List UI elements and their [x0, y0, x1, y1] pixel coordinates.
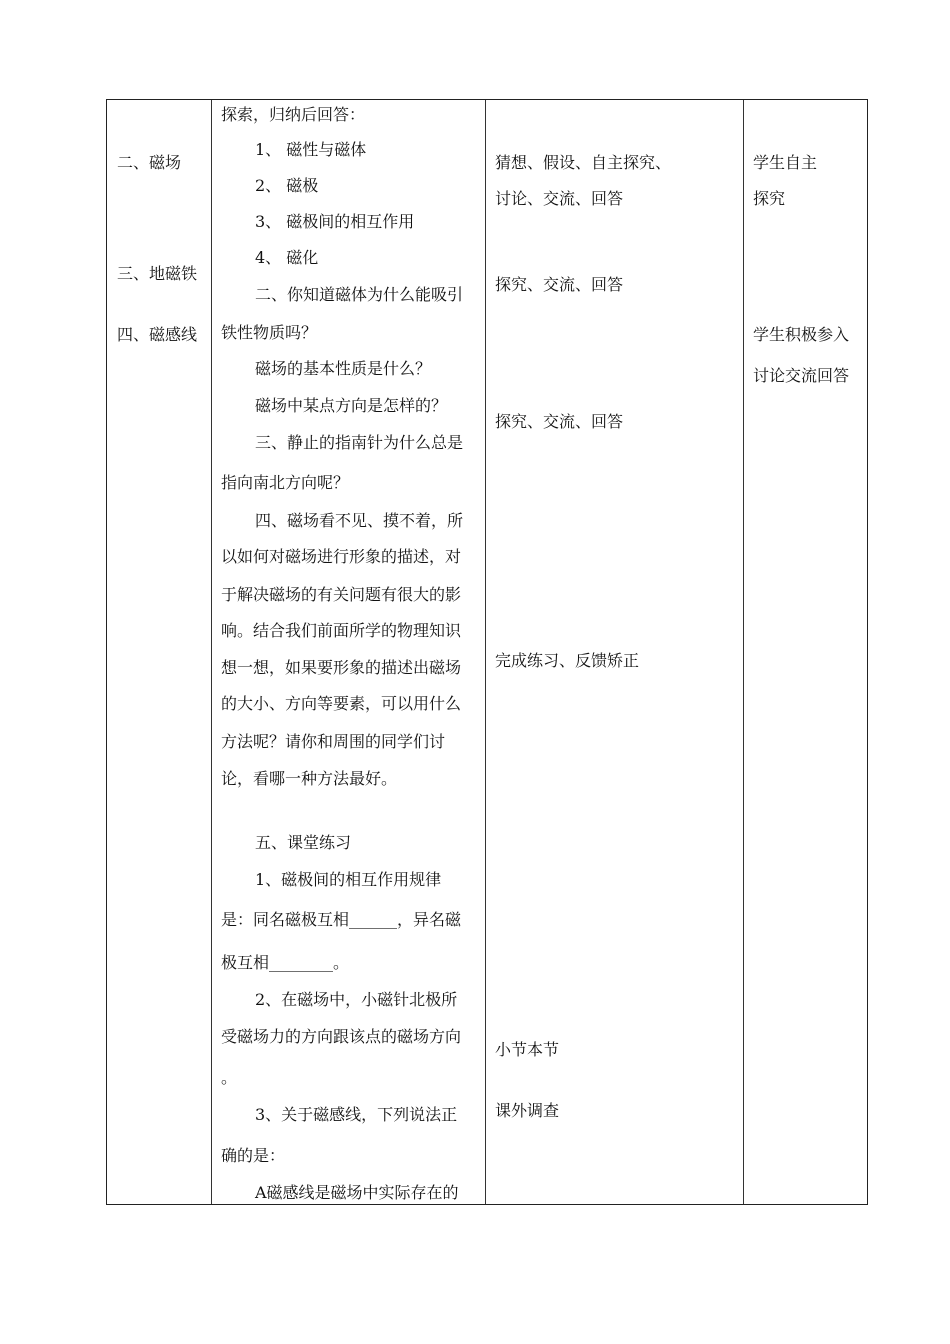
column-divider	[485, 100, 486, 1204]
content-line: 是：同名磁极互相______，异名磁	[221, 910, 462, 929]
intent-line: 探究	[753, 189, 786, 208]
content-line: 方法呢？请你和周围的同学们讨	[221, 732, 446, 751]
content-line: 确的是：	[221, 1146, 286, 1165]
content-line: 探索，归纳后回答：	[221, 105, 366, 124]
content-line: 3、 磁极间的相互作用	[255, 212, 415, 231]
content-line: 2、在磁场中，小磁针北极所	[255, 990, 458, 1009]
content-line: 1、磁极间的相互作用规律	[255, 870, 442, 889]
content-line: 三、静止的指南针为什么总是	[255, 433, 464, 452]
content-line: 受磁场力的方向跟该点的磁场方向	[221, 1027, 462, 1046]
content-line: 响。结合我们前面所学的物理知识	[221, 621, 462, 640]
content-line: 的大小、方向等要素，可以用什么	[221, 694, 462, 713]
activity-line: 探究、交流、回答	[495, 275, 624, 294]
section-heading: 二、磁场	[117, 153, 182, 172]
content-line: 铁性物质吗？	[221, 323, 318, 342]
content-line: 3、关于磁感线，下列说法正	[255, 1105, 458, 1124]
content-line: 五、课堂练习	[255, 833, 352, 852]
content-line: 以如何对磁场进行形象的描述，对	[221, 547, 462, 566]
activity-line: 猜想、假设、自主探究、	[495, 153, 672, 172]
content-line: 极互相________。	[221, 953, 350, 972]
intent-line: 学生自主	[753, 153, 818, 172]
content-line: A磁感线是磁场中实际存在的	[255, 1183, 459, 1202]
content-line: 二、你知道磁体为什么能吸引	[255, 285, 464, 304]
activity-line: 完成练习、反馈矫正	[495, 651, 640, 670]
content-line: 2、 磁极	[255, 176, 319, 195]
content-line: 论，看哪一种方法最好。	[221, 769, 398, 788]
content-line: 四、磁场看不见、摸不着，所	[255, 511, 464, 530]
content-line: 磁场的基本性质是什么？	[255, 359, 432, 378]
column-divider	[743, 100, 744, 1204]
lesson-plan-table	[106, 99, 868, 1205]
content-line: 磁场中某点方向是怎样的？	[255, 396, 448, 415]
section-heading: 三、地磁铁	[117, 264, 198, 283]
section-heading: 四、磁感线	[117, 325, 198, 344]
content-line: 1、 磁性与磁体	[255, 140, 367, 159]
intent-line: 讨论交流回答	[753, 366, 850, 385]
content-line: 。	[221, 1068, 238, 1087]
content-line: 4、 磁化	[255, 248, 319, 267]
intent-line: 学生积极参入	[753, 325, 850, 344]
activity-line: 小节本节	[495, 1040, 560, 1059]
content-line: 于解决磁场的有关问题有很大的影	[221, 585, 462, 604]
content-line: 指向南北方向呢？	[221, 473, 350, 492]
column-divider	[211, 100, 212, 1204]
activity-line: 课外调查	[495, 1101, 560, 1120]
content-line: 想一想，如果要形象的描述出磁场	[221, 658, 462, 677]
activity-line: 讨论、交流、回答	[495, 189, 624, 208]
activity-line: 探究、交流、回答	[495, 412, 624, 431]
